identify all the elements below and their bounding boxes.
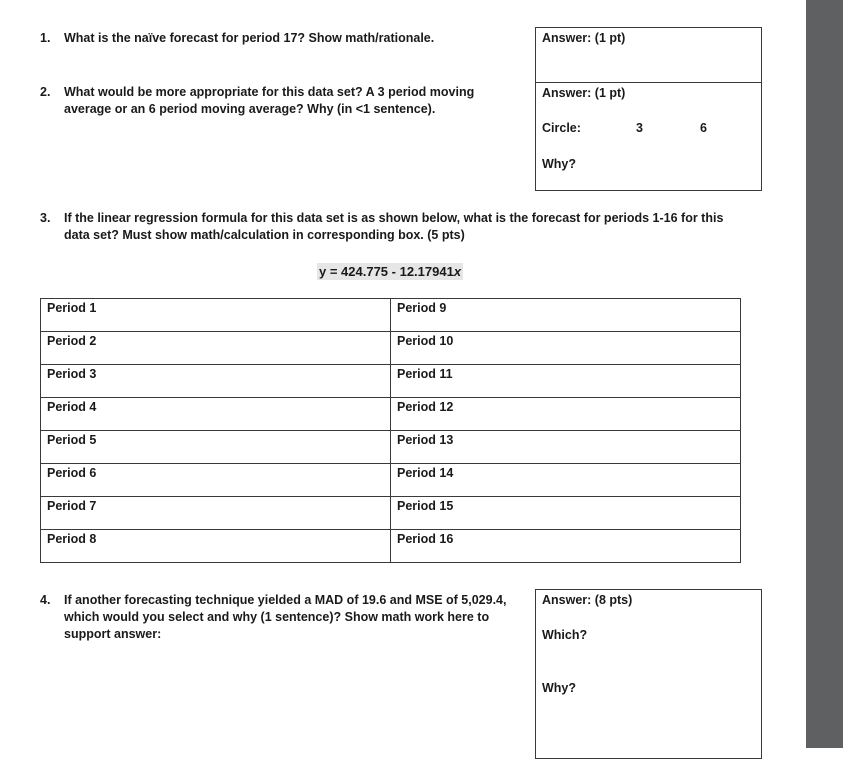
period-cell[interactable]: Period 2 <box>41 332 391 365</box>
regression-formula <box>317 263 463 280</box>
question-4-number: 4. <box>40 593 51 607</box>
period-cell[interactable]: Period 15 <box>391 497 741 530</box>
question-4-line-1: If another forecasting technique yielded a MAD of 19.6 and MSE of 5,029.4, <box>64 593 507 607</box>
table-row <box>41 431 741 464</box>
question-2-answer-box[interactable] <box>535 82 762 191</box>
period-cell[interactable]: Period 14 <box>391 464 741 497</box>
question-2-line-1: What would be more appropriate for this data set? A 3 period moving <box>64 85 475 99</box>
question-2-number: 2. <box>40 85 51 99</box>
question-2-answer-label: Answer: (1 pt) <box>542 86 626 100</box>
period-cell[interactable]: Period 5 <box>41 431 391 464</box>
vertical-scrollbar[interactable] <box>806 0 843 748</box>
period-cell[interactable]: Period 12 <box>391 398 741 431</box>
question-1-answer-label: Answer: (1 pt) <box>542 31 626 45</box>
question-4-answer-label: Answer: (8 pts) <box>542 593 633 607</box>
question-3-line-2: data set? Must show math/calculation in corresponding box. (5 pts) <box>64 228 465 242</box>
period-cell[interactable]: Period 13 <box>391 431 741 464</box>
formula-main: y = 424.775 - 12.17941 <box>319 264 454 279</box>
question-1-text: What is the naïve forecast for period 17? Show math/rationale. <box>64 31 435 45</box>
period-cell[interactable]: Period 16 <box>391 530 741 563</box>
question-2-line-2: average or an 6 period moving average? Why (in <1 sentence). <box>64 102 436 116</box>
question-4-line-3: support answer: <box>64 627 162 641</box>
period-cell[interactable]: Period 3 <box>41 365 391 398</box>
circle-label: Circle: <box>542 121 581 135</box>
formula-variable: x <box>453 264 462 279</box>
period-cell[interactable]: Period 6 <box>41 464 391 497</box>
option-3[interactable]: 3 <box>636 121 643 135</box>
question-1 <box>40 30 520 48</box>
question-3-number: 3. <box>40 211 51 225</box>
option-6[interactable]: 6 <box>700 121 707 135</box>
question-4 <box>40 592 530 646</box>
question-1-number: 1. <box>40 31 51 45</box>
table-row <box>41 332 741 365</box>
table-row <box>41 530 741 563</box>
period-cell[interactable]: Period 9 <box>391 299 741 332</box>
period-cell[interactable]: Period 11 <box>391 365 741 398</box>
table-row <box>41 497 741 530</box>
period-cell[interactable]: Period 8 <box>41 530 391 563</box>
question-2 <box>40 84 520 120</box>
question-1-answer-box[interactable] <box>535 27 762 83</box>
question-4-line-2: which would you select and why (1 sentence)? Show math work here to <box>64 610 490 624</box>
which-label: Which? <box>542 628 588 642</box>
question-4-answer-box[interactable] <box>535 589 762 759</box>
period-forecast-table <box>40 298 741 563</box>
table-row <box>41 299 741 332</box>
period-cell[interactable]: Period 10 <box>391 332 741 365</box>
table-row <box>41 398 741 431</box>
period-cell[interactable]: Period 4 <box>41 398 391 431</box>
question-2-why-label: Why? <box>542 157 577 171</box>
period-cell[interactable]: Period 1 <box>41 299 391 332</box>
question-3 <box>40 210 760 246</box>
table-row <box>41 365 741 398</box>
question-4-why-label: Why? <box>542 681 577 695</box>
table-row <box>41 464 741 497</box>
period-cell[interactable]: Period 7 <box>41 497 391 530</box>
question-3-line-1: If the linear regression formula for this data set is as shown below, what is the forecast for periods 1-16 for this <box>64 211 724 225</box>
